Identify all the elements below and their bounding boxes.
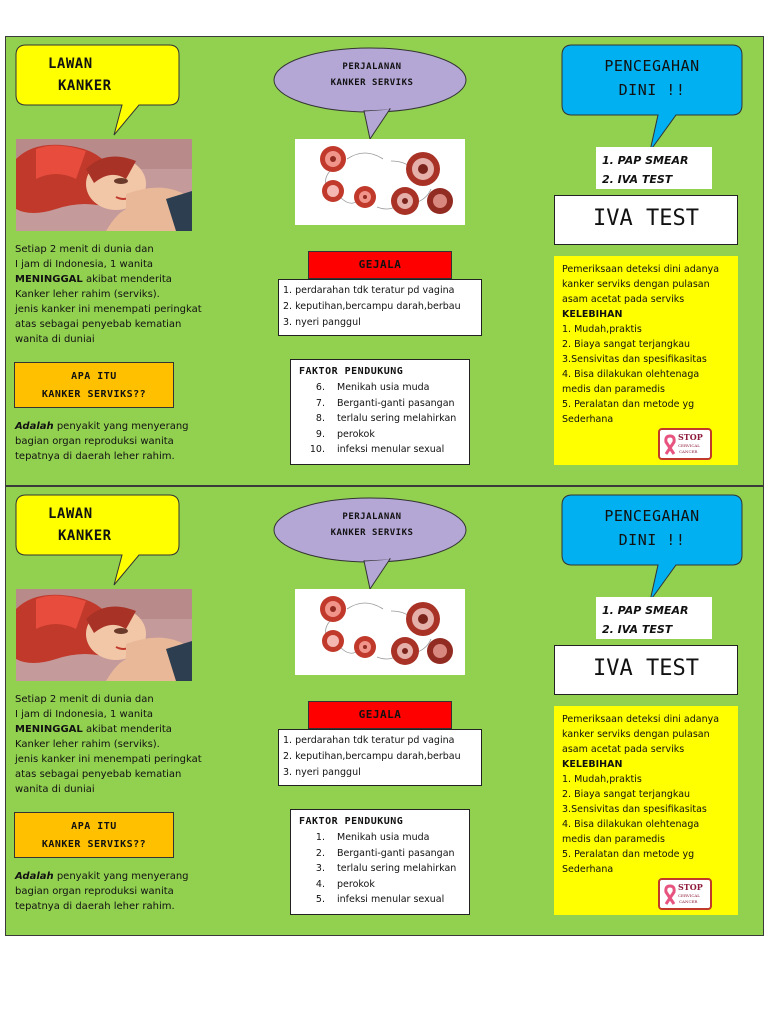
title-line-2: KANKER — [58, 78, 112, 94]
kelebihan-item: 4. Bisa dilakukan olehtenaga — [562, 369, 700, 380]
kelebihan-item: Sederhana — [562, 414, 614, 425]
title-line-1: LAWAN — [48, 56, 93, 72]
intro-line: wanita di duniai — [15, 784, 95, 795]
intro-line: jenis kanker ini menempati peringkat — [15, 304, 202, 315]
iva-desc-line: kanker serviks dengan pulasan — [562, 279, 710, 290]
iva-desc-line: asam acetat pada serviks — [562, 744, 685, 755]
faktor-item-text: perokok — [337, 428, 375, 440]
intro-line: Kanker leher rahim (serviks). — [15, 289, 160, 300]
gejala-item: 3. nyeri panggul — [283, 317, 361, 328]
faktor-item — [299, 396, 461, 412]
cervix-progression-diagram-icon — [295, 139, 465, 225]
definition-italic: Adalah — [15, 421, 54, 432]
faktor-item — [299, 427, 461, 443]
gejala-title: GEJALA — [308, 701, 452, 729]
gejala-item: 2. keputihan,bercampu darah,berbau — [283, 751, 461, 762]
methods-list — [596, 147, 712, 189]
kelebihan-item: Sederhana — [562, 864, 614, 875]
faktor-item-text: infeksi menular sexual — [337, 444, 445, 455]
faktor-item-number: 4. — [315, 878, 325, 890]
intro-bold: MENINGGAL — [15, 274, 83, 285]
faktor-item-text: Menikah usia muda — [337, 382, 430, 393]
apa-itu-box — [14, 812, 174, 858]
definition-rest: penyakit yang menyerang — [53, 871, 189, 882]
faktor-title: FAKTOR PENDUKUNG — [299, 816, 404, 827]
intro-text — [15, 692, 205, 797]
journey-line-1: PERJALANAN — [342, 62, 402, 72]
intro-line — [15, 272, 205, 287]
brochure-panel-1 — [5, 36, 764, 486]
faktor-item — [299, 442, 461, 458]
gejala-item: 3. nyeri panggul — [283, 767, 361, 778]
faktor-title: FAKTOR PENDUKUNG — [299, 366, 404, 377]
apa-itu-line-1: APA ITU — [71, 371, 117, 382]
definition-rest: penyakit yang menyerang — [53, 421, 189, 432]
journey-line-1: PERJALANAN — [342, 512, 402, 522]
faktor-item-number: 10. — [309, 444, 325, 455]
prevention-bubble-text — [566, 504, 738, 552]
faktor-item-number: 7. — [315, 397, 325, 409]
gejala-list — [278, 729, 482, 786]
gejala-item: 1. perdarahan tdk teratur pd vagina — [283, 735, 455, 746]
apa-itu-line-2: KANKER SERVIKS?? — [41, 839, 147, 850]
gejala-item: 1. perdarahan tdk teratur pd vagina — [283, 285, 455, 296]
woman-illustration-icon — [16, 139, 192, 231]
methods-list — [596, 597, 712, 639]
faktor-item-text: Berganti-ganti pasangan — [337, 397, 455, 409]
title-bubble-text — [48, 53, 112, 97]
intro-bold: MENINGGAL — [15, 724, 83, 735]
kelebihan-item: 3.Sensivitas dan spesifikasitas — [562, 804, 707, 815]
stop-logo-word: STOP — [678, 432, 703, 442]
stop-logo-sub2: CANCER — [679, 449, 698, 454]
faktor-item-number: 1. — [315, 832, 325, 843]
apa-itu-line-1: APA ITU — [71, 821, 117, 832]
iva-test-title: IVA TEST — [554, 645, 738, 695]
prevention-line-2: DINI !! — [618, 531, 686, 549]
definition-line: bagian organ reproduksi wanita — [15, 436, 174, 447]
apa-itu-box — [14, 362, 174, 408]
faktor-item — [299, 830, 461, 846]
faktor-list — [299, 380, 461, 458]
kelebihan-item: 4. Bisa dilakukan olehtenaga — [562, 819, 700, 830]
apa-itu-line-2: KANKER SERVIKS?? — [41, 389, 147, 400]
definition-text — [15, 419, 205, 464]
intro-line: jenis kanker ini menempati peringkat — [15, 754, 202, 765]
intro-line — [15, 722, 205, 737]
stop-logo-word: STOP — [678, 882, 703, 892]
faktor-item-text: terlalu sering melahirkan — [337, 863, 457, 874]
faktor-list — [299, 830, 461, 908]
faktor-item-text: Berganti-ganti pasangan — [337, 847, 455, 859]
kelebihan-item: 2. Biaya sangat terjangkau — [562, 789, 691, 800]
stop-cervical-cancer-logo — [658, 428, 712, 460]
definition-line — [15, 869, 205, 884]
faktor-item-number: 3. — [315, 863, 325, 874]
faktor-item — [299, 380, 461, 396]
stop-logo-sub1: CERVICAL — [678, 893, 700, 898]
gejala-title: GEJALA — [308, 251, 452, 279]
method-item: 1. PAP SMEAR — [602, 154, 689, 167]
journey-bubble-text — [306, 509, 438, 541]
iva-desc-line: asam acetat pada serviks — [562, 294, 685, 305]
iva-desc-line: Pemeriksaan deteksi dini adanya — [562, 264, 720, 275]
title-line-2: KANKER — [58, 528, 112, 544]
iva-desc-line: kanker serviks dengan pulasan — [562, 729, 710, 740]
definition-text — [15, 869, 205, 914]
faktor-item-text: Menikah usia muda — [337, 832, 430, 843]
kelebihan-item: medis dan paramedis — [562, 834, 665, 845]
stop-logo-sub1: CERVICAL — [678, 443, 700, 448]
intro-line: Kanker leher rahim (serviks). — [15, 739, 160, 750]
faktor-item-number: 5. — [315, 894, 325, 905]
kelebihan-item: 5. Peralatan dan metode yg — [562, 399, 695, 410]
faktor-item — [299, 411, 461, 427]
intro-line-rest: akibat menderita — [82, 724, 172, 735]
pink-ribbon-icon — [663, 884, 677, 906]
faktor-item — [299, 877, 461, 893]
kelebihan-item: 2. Biaya sangat terjangkau — [562, 339, 691, 350]
faktor-item-text: terlalu sering melahirkan — [337, 413, 457, 424]
iva-desc-line: Pemeriksaan deteksi dini adanya — [562, 714, 720, 725]
intro-line: wanita di duniai — [15, 334, 95, 345]
faktor-item-text: infeksi menular sexual — [337, 894, 445, 905]
journey-line-2: KANKER SERVIKS — [330, 528, 414, 538]
method-item: 2. IVA TEST — [602, 173, 673, 186]
method-item: 1. PAP SMEAR — [602, 604, 689, 617]
intro-line: atas sebagai penyebab kematian — [15, 319, 182, 330]
intro-line: Setiap 2 menit di dunia dan — [15, 694, 154, 705]
stop-logo-sub2: CANCER — [679, 899, 698, 904]
intro-line: Setiap 2 menit di dunia dan — [15, 244, 154, 255]
definition-line — [15, 419, 205, 434]
faktor-item-text: perokok — [337, 878, 375, 890]
intro-line-rest: akibat menderita — [82, 274, 172, 285]
faktor-item — [299, 892, 461, 908]
faktor-item-number: 2. — [315, 847, 325, 859]
faktor-box — [290, 809, 470, 915]
title-bubble-text — [48, 503, 112, 547]
definition-italic: Adalah — [15, 871, 54, 882]
intro-line: I jam di Indonesia, 1 wanita — [15, 259, 153, 270]
title-line-1: LAWAN — [48, 506, 93, 522]
cervix-progression-diagram-icon — [295, 589, 465, 675]
kelebihan-heading: KELEBIHAN — [562, 759, 623, 770]
kelebihan-item: 1. Mudah,praktis — [562, 774, 642, 785]
prevention-line-2: DINI !! — [618, 81, 686, 99]
woman-illustration-icon — [16, 589, 192, 681]
faktor-item — [299, 861, 461, 877]
faktor-item-number: 6. — [315, 382, 325, 393]
prevention-line-1: PENCEGAHAN — [604, 57, 700, 75]
kelebihan-item: 3.Sensivitas dan spesifikasitas — [562, 354, 707, 365]
faktor-item — [299, 846, 461, 862]
kelebihan-item: 1. Mudah,praktis — [562, 324, 642, 335]
faktor-box — [290, 359, 470, 465]
gejala-list — [278, 279, 482, 336]
definition-line: tepatnya di daerah leher rahim. — [15, 901, 175, 912]
method-item: 2. IVA TEST — [602, 623, 673, 636]
journey-bubble-text — [306, 59, 438, 91]
pink-ribbon-icon — [663, 434, 677, 456]
intro-text — [15, 242, 205, 347]
kelebihan-heading: KELEBIHAN — [562, 309, 623, 320]
faktor-item-number: 9. — [315, 428, 325, 440]
faktor-item-number: 8. — [315, 413, 325, 424]
stop-cervical-cancer-logo — [658, 878, 712, 910]
gejala-item: 2. keputihan,bercampu darah,berbau — [283, 301, 461, 312]
definition-line: bagian organ reproduksi wanita — [15, 886, 174, 897]
kelebihan-item: 5. Peralatan dan metode yg — [562, 849, 695, 860]
iva-test-title: IVA TEST — [554, 195, 738, 245]
journey-line-2: KANKER SERVIKS — [330, 78, 414, 88]
intro-line: atas sebagai penyebab kematian — [15, 769, 182, 780]
brochure-panel-2 — [5, 486, 764, 936]
definition-line: tepatnya di daerah leher rahim. — [15, 451, 175, 462]
prevention-bubble-text — [566, 54, 738, 102]
intro-line: I jam di Indonesia, 1 wanita — [15, 709, 153, 720]
kelebihan-item: medis dan paramedis — [562, 384, 665, 395]
prevention-line-1: PENCEGAHAN — [604, 507, 700, 525]
